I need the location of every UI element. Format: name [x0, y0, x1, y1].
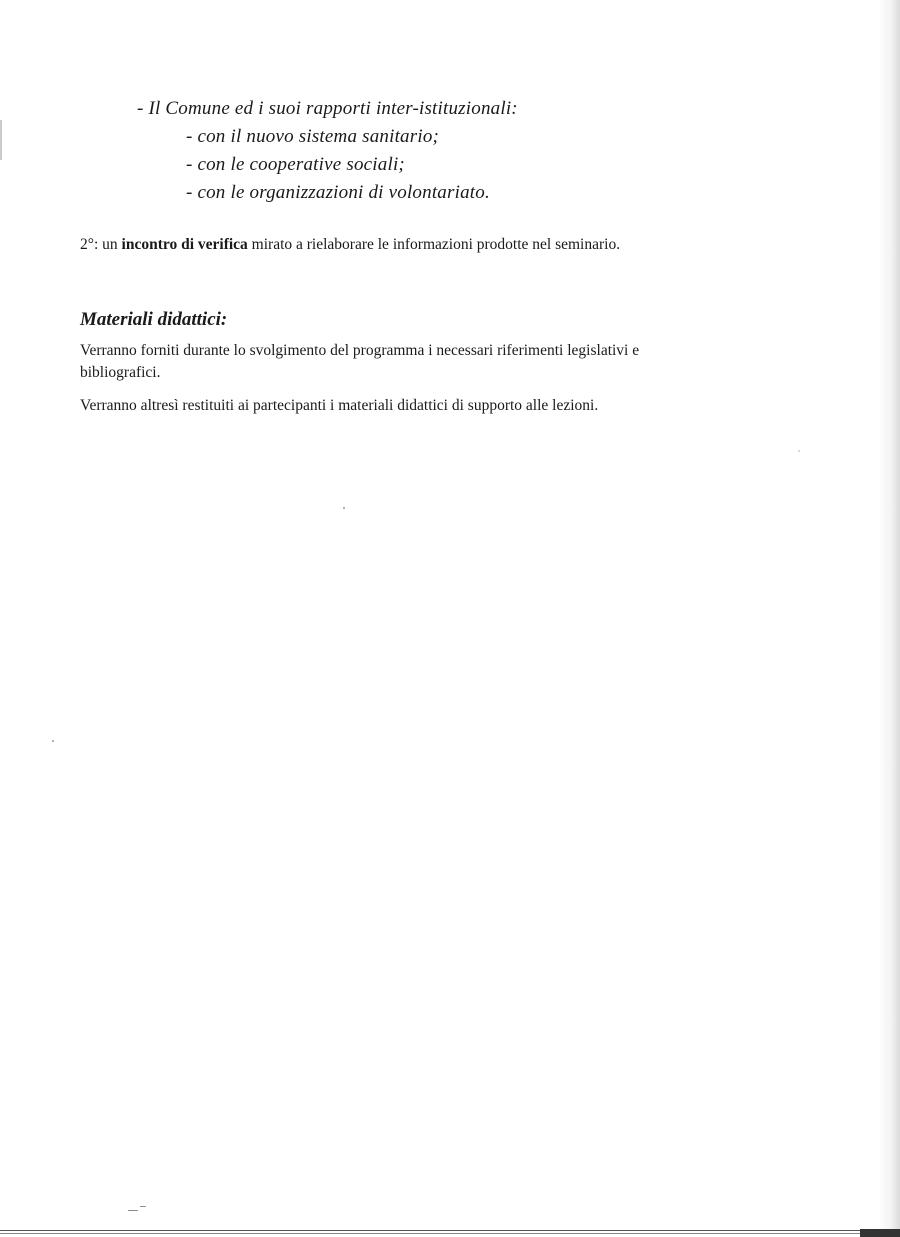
scan-speck: [343, 507, 345, 509]
materials-heading: Materiali didattici:: [80, 309, 228, 330]
materials-line-3: Verranno altresì restituiti ai partecipanti i materiali didattici di supporto alle lezioni.: [80, 397, 599, 414]
list-main-item: - Il Comune ed i suoi rapporti inter-istituzionali:: [137, 98, 518, 119]
scan-speck: [798, 450, 800, 452]
list-sub-item-cooperative: - con le cooperative sociali;: [186, 154, 405, 175]
second-paragraph: [80, 236, 620, 254]
materials-line-1: Verranno forniti durante lo svolgimento del programma i necessari riferimenti legislativi e: [80, 342, 640, 359]
second-suffix: mirato a rielaborare le informazioni prodotte nel seminario.: [247, 236, 621, 253]
scan-edge-right: [878, 0, 900, 1237]
list-sub-item-sanitario: - con il nuovo sistema sanitario;: [186, 126, 440, 147]
scan-speck: [52, 740, 54, 742]
second-prefix: 2°: un: [80, 236, 122, 253]
second-bold: incontro di verifica: [121, 236, 248, 253]
scan-mark: [0, 120, 2, 160]
list-sub-item-volontariato: - con le organizzazioni di volontariato.: [186, 182, 490, 203]
scan-speck: [128, 1210, 138, 1211]
scan-edge-bottom: [0, 1227, 900, 1237]
materials-line-2: bibliografici.: [80, 364, 161, 381]
scan-speck: [140, 1206, 146, 1207]
